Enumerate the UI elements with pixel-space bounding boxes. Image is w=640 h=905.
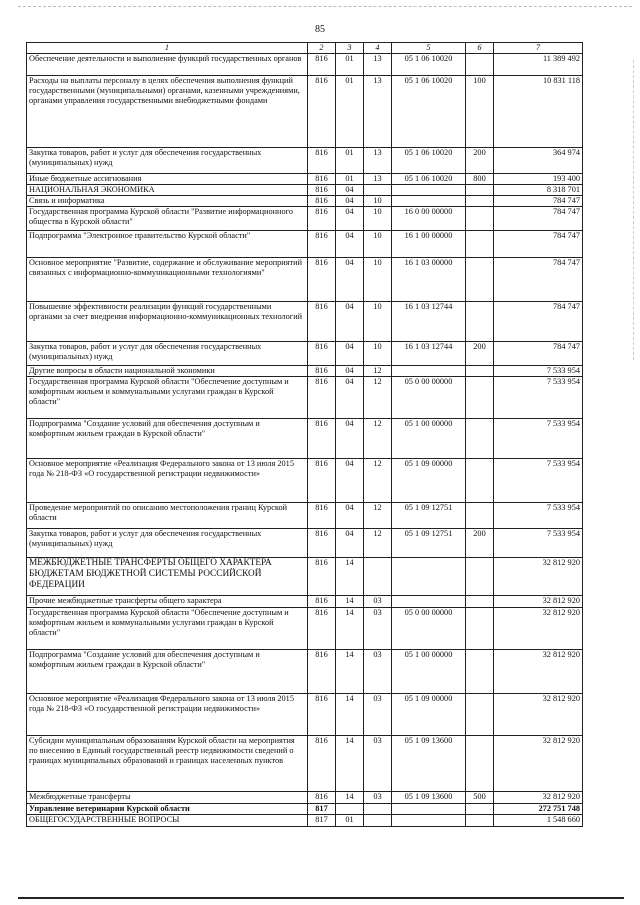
row-amount: 10 831 118 bbox=[494, 76, 583, 148]
row-amount: 272 751 748 bbox=[494, 804, 583, 815]
row-type bbox=[466, 650, 494, 694]
row-subsection: 03 bbox=[364, 596, 392, 608]
row-subsection: 03 bbox=[364, 792, 392, 804]
table-row bbox=[27, 804, 583, 815]
header-col-2: 2 bbox=[308, 43, 336, 54]
header-col-1: 1 bbox=[27, 43, 308, 54]
row-type bbox=[466, 596, 494, 608]
row-section: 01 bbox=[336, 815, 364, 827]
row-type bbox=[466, 377, 494, 419]
row-type bbox=[466, 196, 494, 207]
row-target bbox=[392, 596, 466, 608]
row-section: 04 bbox=[336, 185, 364, 196]
table-row bbox=[27, 608, 583, 650]
row-grbs: 816 bbox=[308, 54, 336, 76]
row-subsection: 10 bbox=[364, 342, 392, 366]
row-grbs: 816 bbox=[308, 503, 336, 529]
row-grbs: 816 bbox=[308, 342, 336, 366]
row-amount: 784 747 bbox=[494, 196, 583, 207]
row-amount: 32 812 920 bbox=[494, 694, 583, 736]
table-row bbox=[27, 258, 583, 302]
row-amount: 784 747 bbox=[494, 231, 583, 258]
row-name: Основное мероприятие «Реализация Федерального закона от 13 июля 2015 года № 218-ФЗ «О государственной регистрации недвижимости» bbox=[27, 694, 308, 736]
row-grbs: 816 bbox=[308, 736, 336, 792]
row-section: 04 bbox=[336, 207, 364, 231]
row-amount: 193 400 bbox=[494, 174, 583, 185]
row-section: 01 bbox=[336, 54, 364, 76]
row-amount: 784 747 bbox=[494, 342, 583, 366]
row-amount: 8 318 701 bbox=[494, 185, 583, 196]
row-amount: 7 533 954 bbox=[494, 377, 583, 419]
row-subsection: 10 bbox=[364, 196, 392, 207]
table-row bbox=[27, 736, 583, 792]
row-type bbox=[466, 302, 494, 342]
budget-table bbox=[26, 42, 583, 827]
row-subsection: 03 bbox=[364, 694, 392, 736]
row-name: Государственная программа Курской области "Развитие информационного общества в Курской области" bbox=[27, 207, 308, 231]
row-name: Закупка товаров, работ и услуг для обеспечения государственных (муниципальных) нужд bbox=[27, 342, 308, 366]
top-scan-edge bbox=[18, 6, 632, 7]
row-target: 16 0 00 00000 bbox=[392, 207, 466, 231]
row-amount: 7 533 954 bbox=[494, 419, 583, 459]
row-grbs: 816 bbox=[308, 608, 336, 650]
row-name: Субсидии муниципальным образованиям Курской области на мероприятия по внесению в Единый государственный реестр недвижимости сведений о границах муниципальных образований и границах населенных пунктов bbox=[27, 736, 308, 792]
row-type bbox=[466, 459, 494, 503]
row-name: МЕЖБЮДЖЕТНЫЕ ТРАНСФЕРТЫ ОБЩЕГО ХАРАКТЕРА БЮДЖЕТАМ БЮДЖЕТНОЙ СИСТЕМЫ РОССИЙСКОЙ ФЕДЕРАЦИИ bbox=[27, 558, 308, 596]
table-row bbox=[27, 148, 583, 174]
row-section: 04 bbox=[336, 419, 364, 459]
table-row bbox=[27, 231, 583, 258]
row-type bbox=[466, 185, 494, 196]
row-grbs: 816 bbox=[308, 258, 336, 302]
row-name: Закупка товаров, работ и услуг для обеспечения государственных (муниципальных) нужд bbox=[27, 529, 308, 558]
row-type bbox=[466, 558, 494, 596]
table-row bbox=[27, 650, 583, 694]
row-section: 04 bbox=[336, 529, 364, 558]
row-grbs: 816 bbox=[308, 529, 336, 558]
table-row bbox=[27, 419, 583, 459]
row-grbs: 816 bbox=[308, 207, 336, 231]
row-name: Подпрограмма "Создание условий для обеспечения доступным и комфортным жильем граждан в Курской области" bbox=[27, 650, 308, 694]
row-subsection: 10 bbox=[364, 302, 392, 342]
row-subsection: 13 bbox=[364, 174, 392, 185]
row-target: 05 1 09 00000 bbox=[392, 459, 466, 503]
row-type bbox=[466, 608, 494, 650]
header-row bbox=[27, 43, 583, 54]
row-name: Подпрограмма "Электронное правительство Курской области" bbox=[27, 231, 308, 258]
row-section: 14 bbox=[336, 608, 364, 650]
row-amount: 32 812 920 bbox=[494, 558, 583, 596]
row-subsection: 12 bbox=[364, 529, 392, 558]
row-name: ОБЩЕГОСУДАРСТВЕННЫЕ ВОПРОСЫ bbox=[27, 815, 308, 827]
table-row bbox=[27, 366, 583, 377]
row-subsection: 12 bbox=[364, 419, 392, 459]
row-target bbox=[392, 185, 466, 196]
row-grbs: 816 bbox=[308, 558, 336, 596]
row-type bbox=[466, 694, 494, 736]
row-grbs: 816 bbox=[308, 76, 336, 148]
row-section: 14 bbox=[336, 596, 364, 608]
row-type bbox=[466, 366, 494, 377]
row-name: Иные бюджетные ассигнования bbox=[27, 174, 308, 185]
row-amount: 784 747 bbox=[494, 207, 583, 231]
row-grbs: 816 bbox=[308, 459, 336, 503]
row-section: 14 bbox=[336, 650, 364, 694]
row-name: Основное мероприятие "Развитие, содержание и обслуживание мероприятий связанных с информационно-коммуникационными технологиями" bbox=[27, 258, 308, 302]
row-subsection: 03 bbox=[364, 608, 392, 650]
row-grbs: 816 bbox=[308, 302, 336, 342]
table-row bbox=[27, 596, 583, 608]
row-name: Подпрограмма "Создание условий для обеспечения доступным и комфортным жильем граждан в Курской области" bbox=[27, 419, 308, 459]
row-target: 05 1 09 12751 bbox=[392, 529, 466, 558]
row-subsection: 12 bbox=[364, 366, 392, 377]
row-amount: 7 533 954 bbox=[494, 459, 583, 503]
row-subsection bbox=[364, 558, 392, 596]
row-grbs: 817 bbox=[308, 815, 336, 827]
row-subsection: 12 bbox=[364, 503, 392, 529]
row-amount: 32 812 920 bbox=[494, 596, 583, 608]
table-row bbox=[27, 503, 583, 529]
row-grbs: 816 bbox=[308, 148, 336, 174]
bottom-scan-edge bbox=[18, 897, 624, 899]
row-grbs: 816 bbox=[308, 185, 336, 196]
row-amount: 784 747 bbox=[494, 258, 583, 302]
row-name: Основное мероприятие «Реализация Федерального закона от 13 июля 2015 года № 218-ФЗ «О государственной регистрации недвижимости» bbox=[27, 459, 308, 503]
row-section: 04 bbox=[336, 231, 364, 258]
row-section: 04 bbox=[336, 302, 364, 342]
row-name: Межбюджетные трансферты bbox=[27, 792, 308, 804]
row-subsection: 03 bbox=[364, 736, 392, 792]
row-subsection: 13 bbox=[364, 148, 392, 174]
header-col-6: 6 bbox=[466, 43, 494, 54]
row-section: 04 bbox=[336, 366, 364, 377]
row-type bbox=[466, 231, 494, 258]
row-type: 200 bbox=[466, 342, 494, 366]
row-type bbox=[466, 419, 494, 459]
row-amount: 32 812 920 bbox=[494, 608, 583, 650]
row-type: 100 bbox=[466, 76, 494, 148]
row-type bbox=[466, 503, 494, 529]
row-name: Повышение эффективности реализации функций государственными органами за счет внедрения информационно-коммуникационных технологий bbox=[27, 302, 308, 342]
row-type bbox=[466, 736, 494, 792]
row-section: 04 bbox=[336, 459, 364, 503]
row-grbs: 816 bbox=[308, 231, 336, 258]
table-row bbox=[27, 694, 583, 736]
row-grbs: 816 bbox=[308, 196, 336, 207]
row-section: 04 bbox=[336, 258, 364, 302]
row-target: 05 1 00 00000 bbox=[392, 419, 466, 459]
page-number: 85 bbox=[315, 24, 325, 35]
header-col-7: 7 bbox=[494, 43, 583, 54]
table-row bbox=[27, 815, 583, 827]
row-target bbox=[392, 196, 466, 207]
row-target: 05 1 06 10020 bbox=[392, 76, 466, 148]
row-amount: 784 747 bbox=[494, 302, 583, 342]
table-row bbox=[27, 792, 583, 804]
table-row bbox=[27, 54, 583, 76]
row-grbs: 816 bbox=[308, 694, 336, 736]
row-type: 800 bbox=[466, 174, 494, 185]
row-name: Обеспечение деятельности и выполнение функций государственных органов bbox=[27, 54, 308, 76]
row-amount: 32 812 920 bbox=[494, 650, 583, 694]
row-target: 05 1 06 10020 bbox=[392, 54, 466, 76]
row-amount: 7 533 954 bbox=[494, 529, 583, 558]
row-target: 05 1 09 12751 bbox=[392, 503, 466, 529]
table-row bbox=[27, 558, 583, 596]
row-section: 04 bbox=[336, 377, 364, 419]
row-name: Управление ветеринарии Курской области bbox=[27, 804, 308, 815]
row-type bbox=[466, 54, 494, 76]
row-type bbox=[466, 815, 494, 827]
row-section: 14 bbox=[336, 736, 364, 792]
row-section: 14 bbox=[336, 558, 364, 596]
table-row bbox=[27, 207, 583, 231]
row-type bbox=[466, 258, 494, 302]
row-grbs: 816 bbox=[308, 419, 336, 459]
table-row bbox=[27, 459, 583, 503]
row-name: Расходы на выплаты персоналу в целях обеспечения выполнения функций государственными (муниципальными) органами, казенными учреждениями, органами управления государственными внебюджетными фондами bbox=[27, 76, 308, 148]
header-col-4: 4 bbox=[364, 43, 392, 54]
row-name: Проведение мероприятий по описанию местоположения границ Курской области bbox=[27, 503, 308, 529]
row-section bbox=[336, 804, 364, 815]
row-subsection bbox=[364, 815, 392, 827]
row-type bbox=[466, 207, 494, 231]
row-amount: 32 812 920 bbox=[494, 736, 583, 792]
row-section: 04 bbox=[336, 196, 364, 207]
row-name: Государственная программа Курской области "Обеспечение доступным и комфортным жильем и коммунальными услугами граждан в Курской области" bbox=[27, 377, 308, 419]
row-target: 05 1 06 10020 bbox=[392, 148, 466, 174]
row-subsection bbox=[364, 804, 392, 815]
row-type: 200 bbox=[466, 148, 494, 174]
table-row bbox=[27, 196, 583, 207]
row-amount: 7 533 954 bbox=[494, 366, 583, 377]
row-target: 05 1 09 13600 bbox=[392, 792, 466, 804]
header-col-5: 5 bbox=[392, 43, 466, 54]
row-subsection: 13 bbox=[364, 76, 392, 148]
row-target: 05 0 00 00000 bbox=[392, 608, 466, 650]
row-subsection: 10 bbox=[364, 258, 392, 302]
row-name: Другие вопросы в области национальной экономики bbox=[27, 366, 308, 377]
row-subsection: 13 bbox=[364, 54, 392, 76]
table-row bbox=[27, 174, 583, 185]
row-name: НАЦИОНАЛЬНАЯ ЭКОНОМИКА bbox=[27, 185, 308, 196]
row-name: Прочие межбюджетные трансферты общего характера bbox=[27, 596, 308, 608]
row-subsection: 10 bbox=[364, 207, 392, 231]
row-section: 01 bbox=[336, 76, 364, 148]
table-row bbox=[27, 377, 583, 419]
row-amount: 364 974 bbox=[494, 148, 583, 174]
row-target: 05 0 00 00000 bbox=[392, 377, 466, 419]
row-grbs: 816 bbox=[308, 377, 336, 419]
row-grbs: 816 bbox=[308, 366, 336, 377]
row-grbs: 817 bbox=[308, 804, 336, 815]
row-target: 16 1 03 12744 bbox=[392, 302, 466, 342]
table-row bbox=[27, 76, 583, 148]
row-target bbox=[392, 366, 466, 377]
row-target: 05 1 09 13600 bbox=[392, 736, 466, 792]
row-name: Связь и информатика bbox=[27, 196, 308, 207]
row-grbs: 816 bbox=[308, 792, 336, 804]
row-subsection: 12 bbox=[364, 377, 392, 419]
row-grbs: 816 bbox=[308, 650, 336, 694]
table-row bbox=[27, 342, 583, 366]
row-amount: 11 389 492 bbox=[494, 54, 583, 76]
row-name: Закупка товаров, работ и услуг для обеспечения государственных (муниципальных) нужд bbox=[27, 148, 308, 174]
row-subsection: 03 bbox=[364, 650, 392, 694]
row-target bbox=[392, 558, 466, 596]
row-target: 16 1 03 12744 bbox=[392, 342, 466, 366]
row-type: 500 bbox=[466, 792, 494, 804]
row-section: 01 bbox=[336, 174, 364, 185]
row-section: 14 bbox=[336, 694, 364, 736]
row-amount: 7 533 954 bbox=[494, 503, 583, 529]
row-target: 16 1 03 00000 bbox=[392, 258, 466, 302]
row-section: 14 bbox=[336, 792, 364, 804]
row-type: 200 bbox=[466, 529, 494, 558]
row-amount: 32 812 920 bbox=[494, 792, 583, 804]
row-subsection: 12 bbox=[364, 459, 392, 503]
margin-dash-right bbox=[633, 60, 634, 360]
row-grbs: 816 bbox=[308, 174, 336, 185]
row-type bbox=[466, 804, 494, 815]
row-target bbox=[392, 804, 466, 815]
header-col-3: 3 bbox=[336, 43, 364, 54]
row-target: 05 1 09 00000 bbox=[392, 694, 466, 736]
row-target bbox=[392, 815, 466, 827]
row-section: 04 bbox=[336, 503, 364, 529]
row-target: 16 1 00 00000 bbox=[392, 231, 466, 258]
table-row bbox=[27, 302, 583, 342]
row-name: Государственная программа Курской области "Обеспечение доступным и комфортным жильем и коммунальными услугами граждан в Курской области" bbox=[27, 608, 308, 650]
row-section: 01 bbox=[336, 148, 364, 174]
row-amount: 1 548 660 bbox=[494, 815, 583, 827]
row-subsection bbox=[364, 185, 392, 196]
row-grbs: 816 bbox=[308, 596, 336, 608]
row-section: 04 bbox=[336, 342, 364, 366]
table-row bbox=[27, 185, 583, 196]
row-subsection: 10 bbox=[364, 231, 392, 258]
table-row bbox=[27, 529, 583, 558]
row-target: 05 1 00 00000 bbox=[392, 650, 466, 694]
row-target: 05 1 06 10020 bbox=[392, 174, 466, 185]
